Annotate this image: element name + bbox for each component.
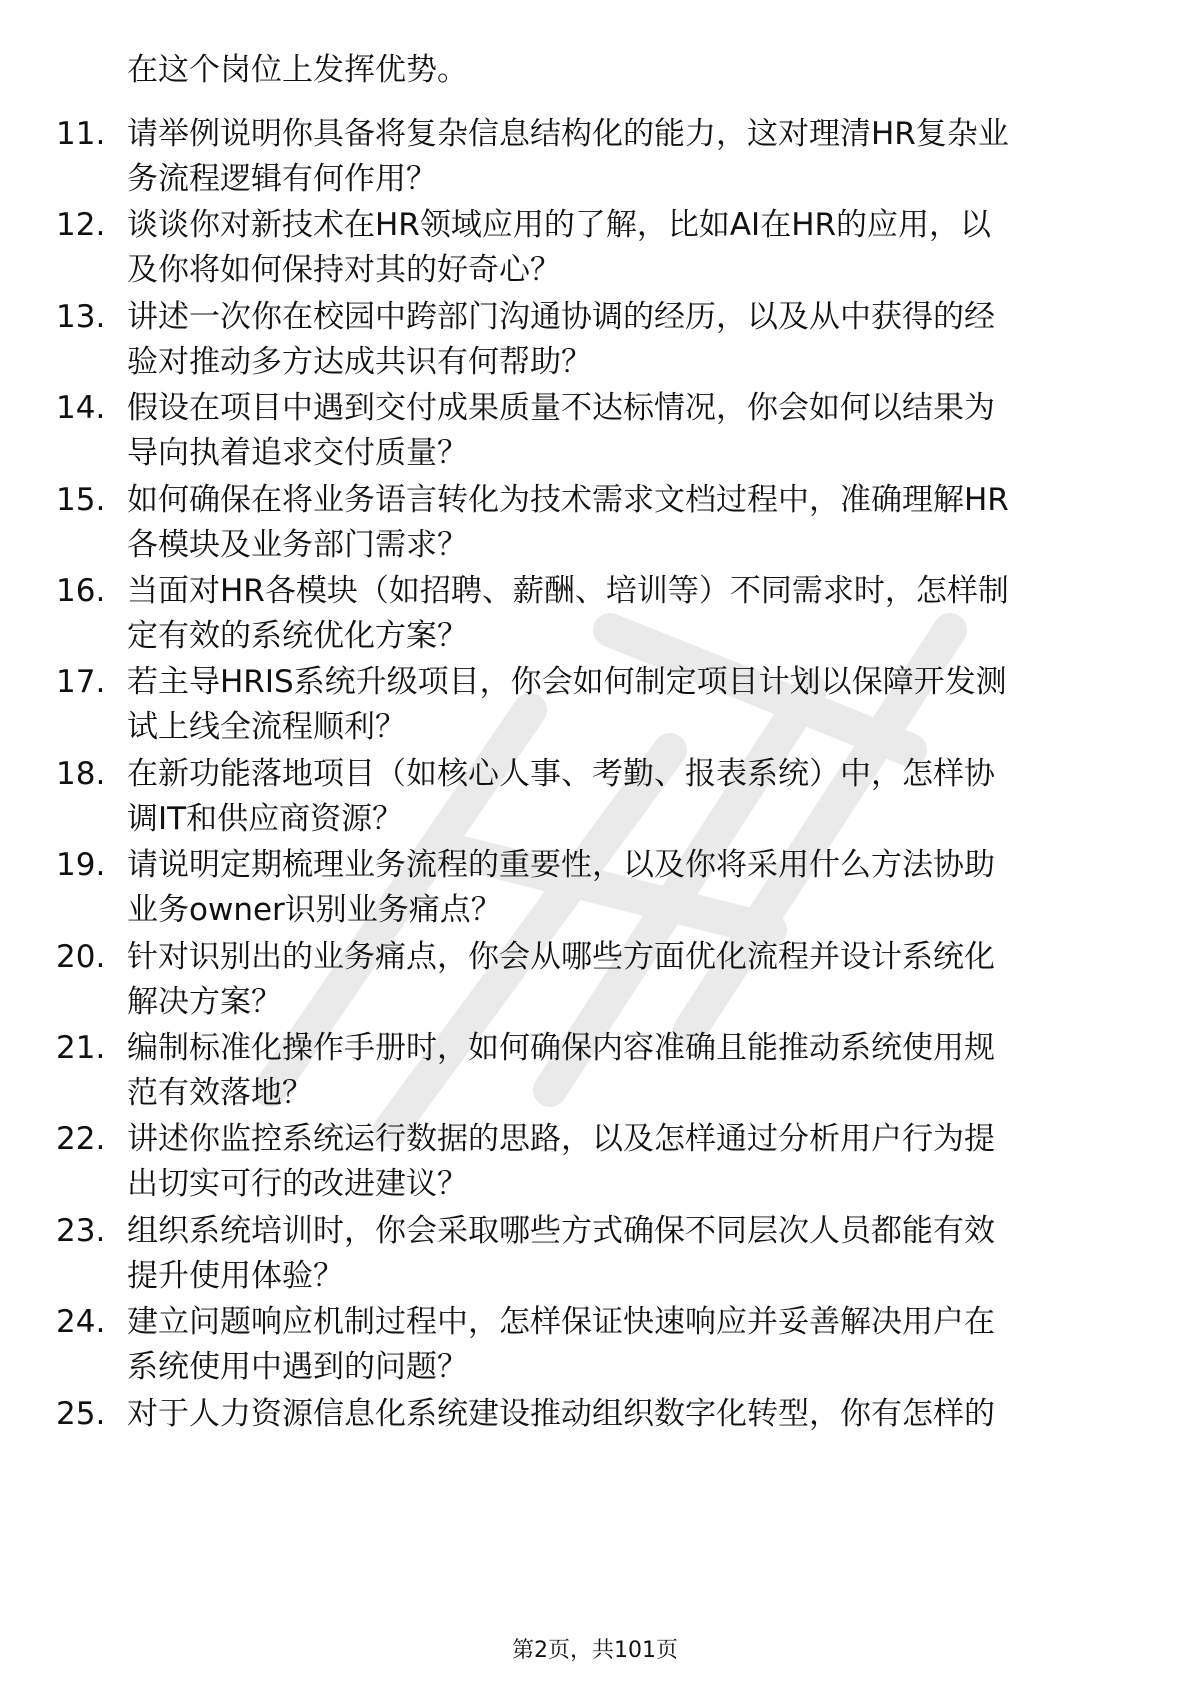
question-text-line: 出切实可行的改进建议？ — [127, 1166, 468, 1203]
question-text-line: 当面对HR各模块（如招聘、薪酬、培训等）不同需求时，怎样制 — [127, 573, 1009, 609]
question-number: 20. — [56, 938, 106, 975]
question-text-line: 业务owner识别业务痛点？ — [127, 892, 502, 929]
question-number: 18. — [56, 755, 106, 792]
question-text-line: 调IT和供应商资源？ — [127, 800, 404, 837]
question-text-line: 讲述一次你在校园中跨部门沟通协调的经历，以及从中获得的经 — [127, 298, 995, 335]
question-number: 25. — [56, 1395, 106, 1432]
question-text-line: 在新功能落地项目（如核心人事、考勤、报表系统）中，怎样协 — [127, 755, 995, 792]
question-text-line: 请举例说明你具备将复杂信息结构化的能力，这对理清HR复杂业 — [127, 116, 1009, 152]
question-text-line: 解决方案？ — [127, 983, 282, 1020]
question-text-line: 导向执着追求交付质量？ — [127, 435, 468, 472]
continuation-text: 在这个岗位上发挥优势。 — [127, 52, 468, 88]
question-text-line: 对于人力资源信息化系统建设推动组织数字化转型，你有怎样的 — [127, 1395, 995, 1432]
question-number: 16. — [56, 573, 106, 609]
question-number: 24. — [56, 1304, 106, 1341]
question-text-line: 各模块及业务部门需求？ — [127, 526, 468, 563]
question-text-line: 系统使用中遇到的问题？ — [127, 1349, 468, 1386]
question-number: 14. — [56, 390, 106, 427]
question-number: 15. — [56, 481, 106, 518]
question-number: 21. — [56, 1030, 106, 1066]
question-text-line: 定有效的系统优化方案？ — [127, 618, 468, 654]
question-number: 23. — [56, 1212, 106, 1249]
question-text-line: 假设在项目中遇到交付成果质量不达标情况，你会如何以结果为 — [127, 390, 995, 427]
question-text-line: 范有效落地？ — [127, 1075, 313, 1111]
page-footer: 第2页，共101页 — [512, 1638, 678, 1663]
question-text-line: 讲述你监控系统运行数据的思路，以及怎样通过分析用户行为提 — [127, 1121, 995, 1158]
question-number: 17. — [56, 664, 106, 701]
question-text-line: 及你将如何保持对其的好奇心？ — [127, 252, 561, 289]
question-text-line: 若主导HRIS系统升级项目，你会如何制定项目计划以保障开发测 — [127, 664, 1007, 701]
question-text-line: 如何确保在将业务语言转化为技术需求文档过程中，准确理解HR — [127, 481, 1009, 518]
question-text-line: 验对推动多方达成共识有何帮助？ — [127, 343, 592, 380]
question-text-line: 务流程逻辑有何作用？ — [127, 161, 437, 197]
question-number: 13. — [56, 298, 106, 335]
question-text-line: 针对识别出的业务痛点，你会从哪些方面优化流程并设计系统化 — [127, 938, 995, 975]
question-text-line: 谈谈你对新技术在HR领域应用的了解，比如AI在HR的应用，以 — [127, 207, 992, 244]
question-number: 19. — [56, 847, 106, 884]
question-number: 22. — [56, 1121, 106, 1158]
question-text-line: 建立问题响应机制过程中，怎样保证快速响应并妥善解决用户在 — [127, 1304, 995, 1341]
question-text-line: 组织系统培训时，你会采取哪些方式确保不同层次人员都能有效 — [127, 1212, 995, 1249]
question-text-line: 编制标准化操作手册时，如何确保内容准确且能推动系统使用规 — [127, 1030, 995, 1066]
question-number: 11. — [56, 116, 106, 152]
question-text-line: 请说明定期梳理业务流程的重要性，以及你将采用什么方法协助 — [127, 847, 995, 884]
question-text-line: 提升使用体验？ — [127, 1257, 344, 1294]
question-text-line: 试上线全流程顺利？ — [127, 709, 406, 746]
question-number: 12. — [56, 207, 106, 244]
